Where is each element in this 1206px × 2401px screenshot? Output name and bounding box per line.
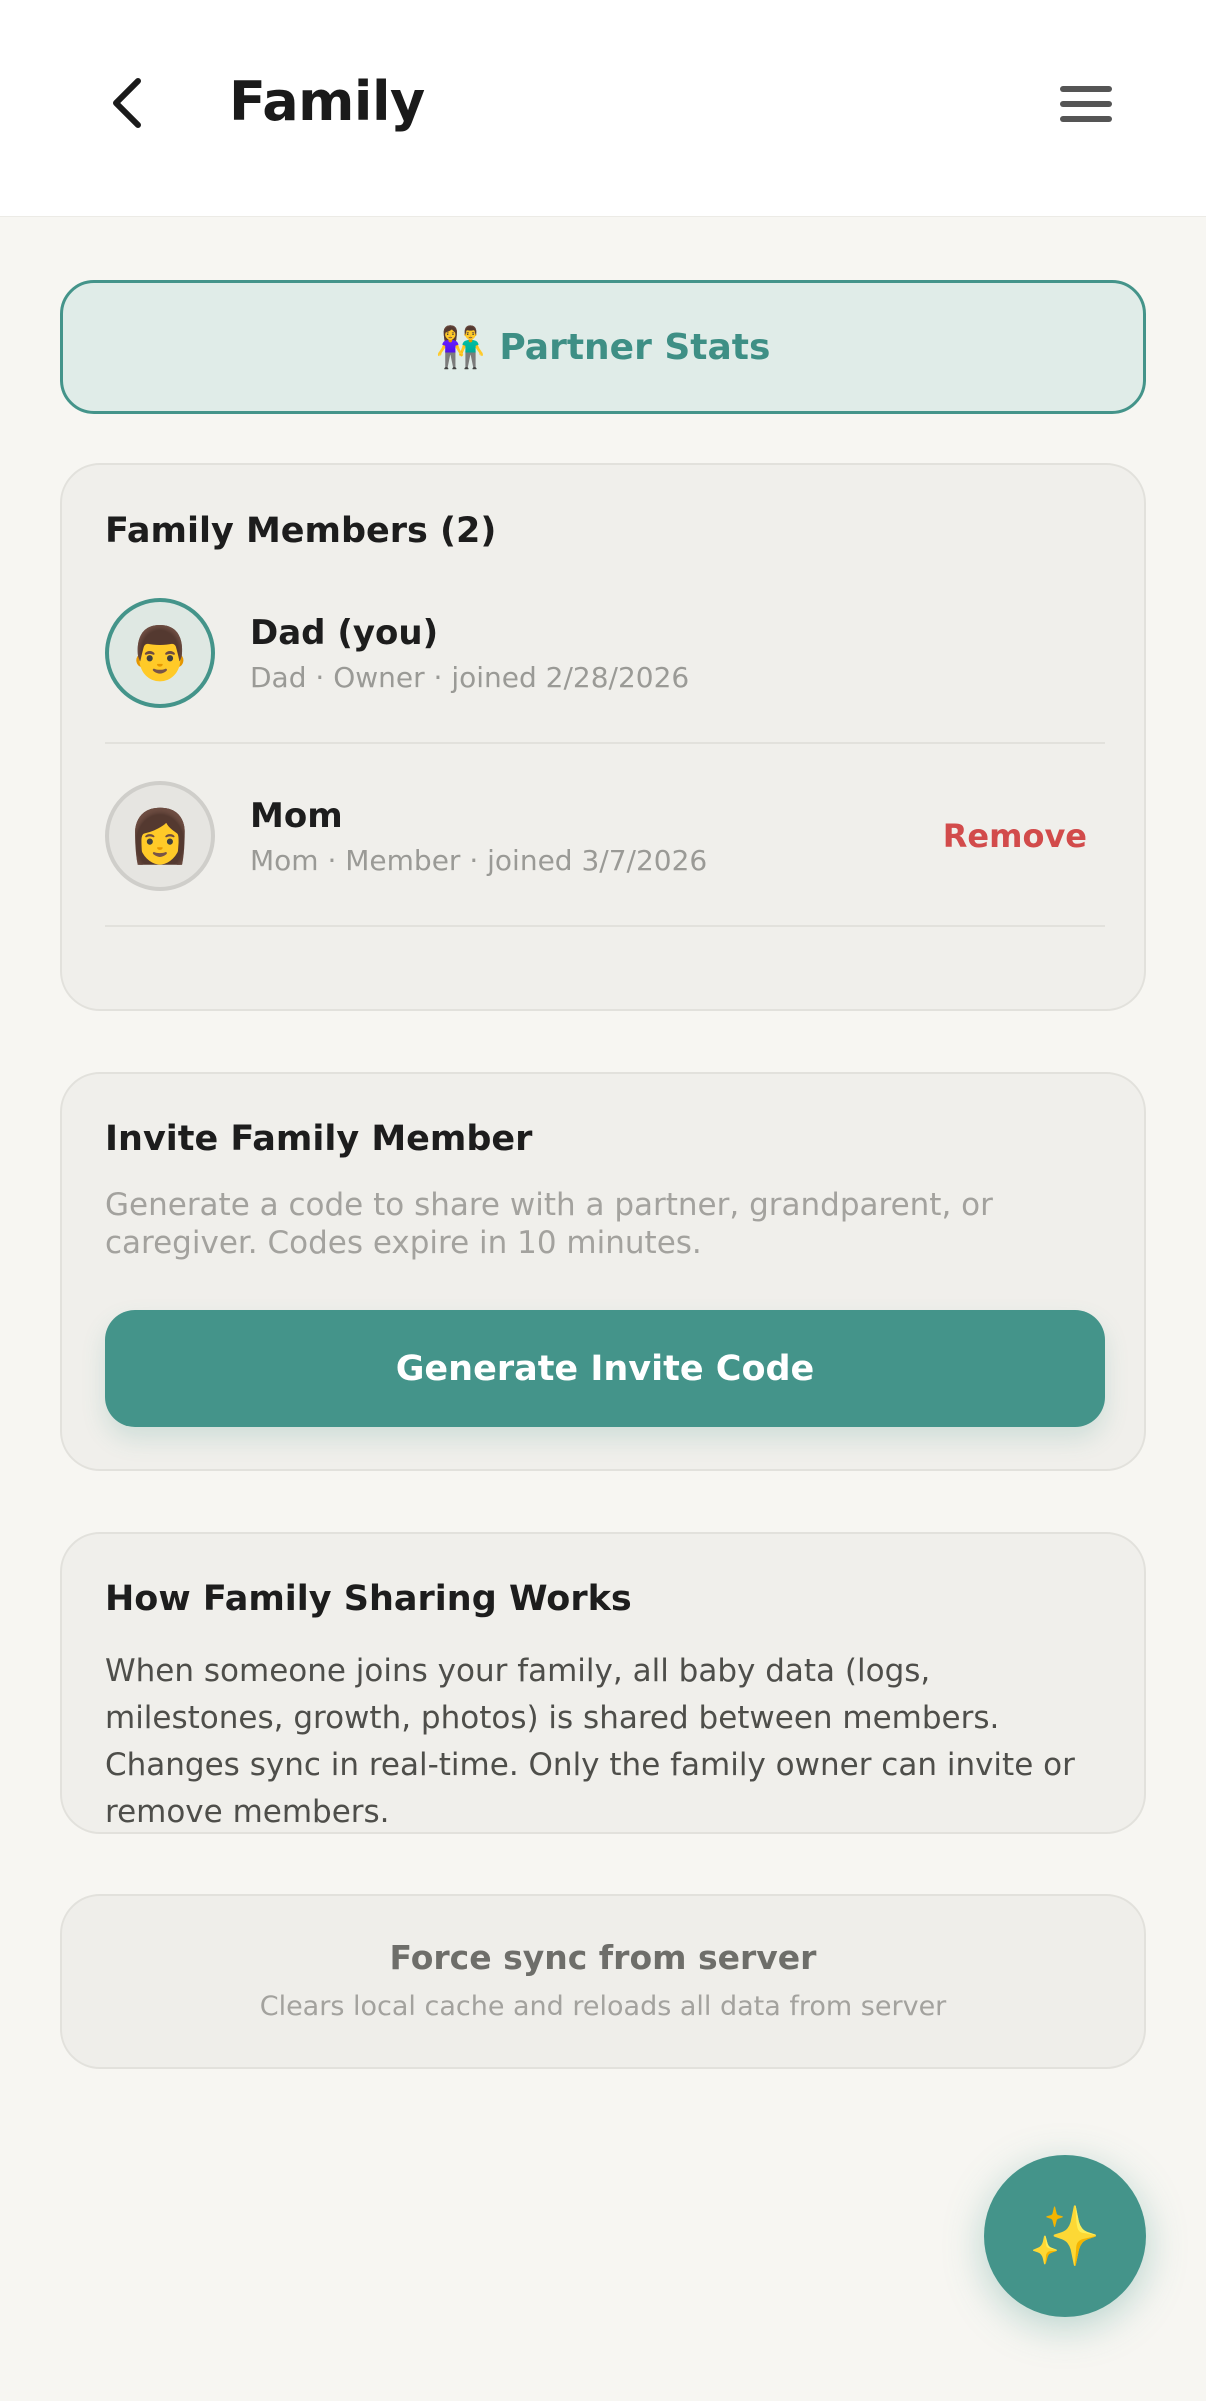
partner-stats-button[interactable] bbox=[60, 280, 1146, 414]
menu-button[interactable] bbox=[1050, 76, 1122, 132]
hamburger-menu-icon bbox=[1060, 85, 1112, 123]
man-icon: 👨 bbox=[127, 623, 193, 684]
sparkles-icon: ✨ bbox=[1028, 2201, 1102, 2270]
member-meta: Dad · Owner · joined 2/28/2026 bbox=[250, 661, 690, 694]
invite-title: Invite Family Member bbox=[105, 1119, 533, 1159]
member-row[interactable] bbox=[105, 561, 1105, 744]
avatar bbox=[105, 598, 215, 708]
force-sync-button[interactable] bbox=[60, 1894, 1146, 2069]
invite-description: Generate a code to share with a partner, grandparent, or caregiver. Codes expire in 10 minutes. bbox=[105, 1187, 993, 1261]
member-row[interactable] bbox=[105, 744, 1105, 927]
assistant-fab-button[interactable] bbox=[984, 2155, 1146, 2317]
woman-icon: 👩 bbox=[127, 806, 193, 867]
member-name: Mom bbox=[250, 796, 343, 836]
how-sharing-title: How Family Sharing Works bbox=[105, 1579, 632, 1619]
how-sharing-card bbox=[60, 1532, 1146, 1834]
back-button[interactable] bbox=[96, 68, 156, 138]
avatar bbox=[105, 781, 215, 891]
chevron-left-icon bbox=[108, 77, 144, 129]
family-members-title: Family Members (2) bbox=[105, 511, 497, 551]
family-members-card bbox=[60, 463, 1146, 1011]
member-name: Dad (you) bbox=[250, 613, 439, 653]
app-header bbox=[0, 0, 1206, 217]
invite-card bbox=[60, 1072, 1146, 1471]
how-sharing-text: When someone joins your family, all baby data (logs, milestones, growth, photos) is shared between members. Changes sync in real-time. Only the family owner can invite or remove members. bbox=[105, 1653, 1075, 1830]
force-sync-title: Force sync from server bbox=[389, 1938, 817, 1977]
member-meta: Mom · Member · joined 3/7/2026 bbox=[250, 844, 708, 877]
couple-icon: 👫 bbox=[435, 324, 486, 371]
generate-invite-code-button[interactable]: Generate Invite Code bbox=[105, 1310, 1105, 1427]
page-title: Family bbox=[229, 70, 425, 133]
partner-stats-label: Partner Stats bbox=[499, 326, 771, 368]
force-sync-subtitle: Clears local cache and reloads all data from server bbox=[259, 1991, 947, 2022]
remove-member-button[interactable]: Remove bbox=[942, 817, 1087, 855]
